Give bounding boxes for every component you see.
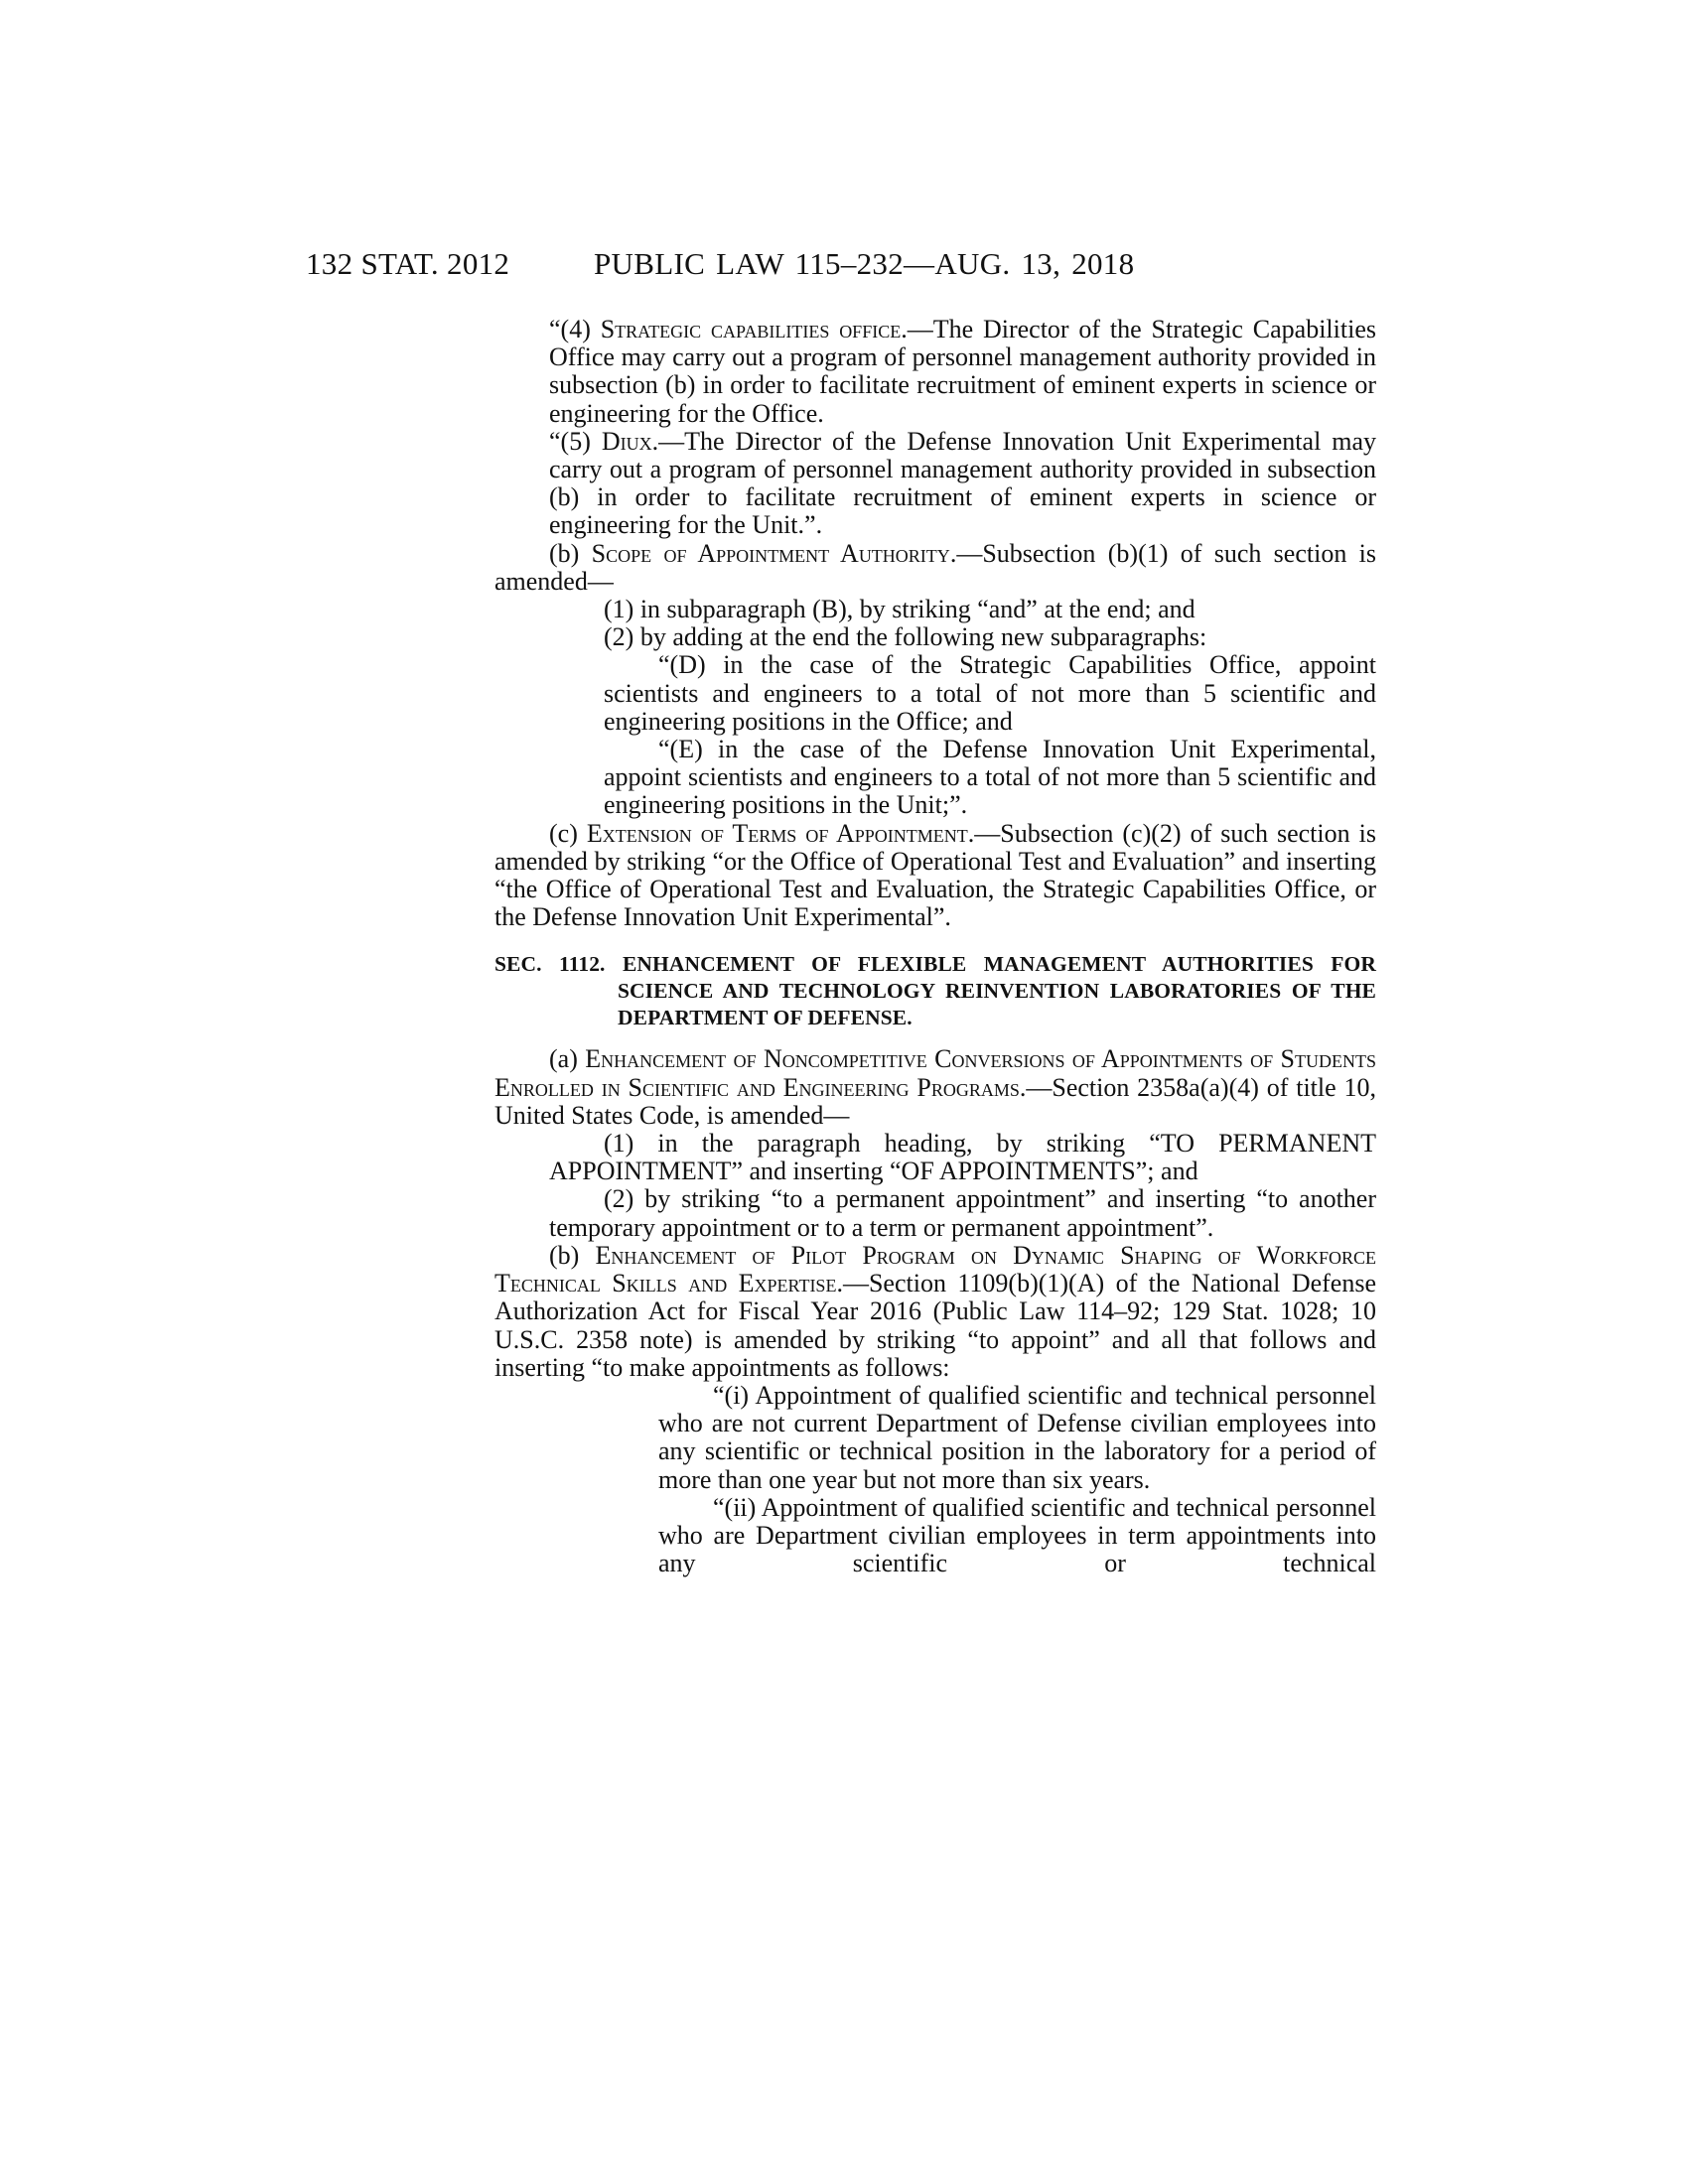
subsection-c-text: .—Subsection (c)(2) of such section is amended by striking “or the Office of Operational Test and Evaluation” and inserting “the Office of Operational Test and Evaluation, the Strategic Capabilities Office, or the Defense Innovation Unit Experimental”. [494, 818, 1377, 932]
subsection-b-text: .—Subsection (b)(1) of such section is amended— [494, 538, 1377, 596]
paragraph-4-text: .—The Director of the Strategic Capabilities Office may carry out a program of personnel management authority provided in subsection (b) in order to facilitate recruitment of eminent experts in science or engineering for the Office. [549, 315, 1376, 428]
section-title: ENHANCEMENT OF FLEXIBLE MANAGEMENT AUTHORITIES FOR SCIENCE AND TECHNOLOGY REINVENTION LABORATORIES OF THE DEPARTMENT OF DEFENSE. [618, 952, 1376, 1030]
section-heading [494, 951, 1376, 1031]
sec1112-subsection-a-heading: Enhancement of Noncompetitive Conversions of Appointments of Students Enrolled in Scientific and Engineering Programs [494, 1044, 1377, 1102]
sec1112-subsection-b-text: .—Section 1109(b)(1)(A) of the National Defense Authorization Act for Fiscal Year 2016 (Public Law 114–92; 129 Stat. 1028; 10 U.S.C. 2358 note) is amended by striking “to appoint” and all that follows and inserting “to make appointments as follows: [494, 1269, 1377, 1382]
paragraph-5-heading: Diux [601, 426, 652, 456]
sec1112-subsection-b-heading: Enhancement of Pilot Program on Dynamic Shaping of Workforce Technical Skills and Expertise [494, 1240, 1376, 1298]
paragraph-5 [549, 428, 1376, 540]
section-number: SEC. 1112. [494, 952, 623, 977]
paragraph-marker: “(4) [549, 315, 601, 343]
clause-i: “(i) Appointment of qualified scientific and technical personnel who are not current Department of Defense civilian employees into any scientific or technical position in the laboratory for a period of more than one year but not more than six years. [658, 1380, 1376, 1494]
subsection-b [494, 540, 1376, 596]
subparagraph-E: “(E) in the case of the Defense Innovation Unit Experimental, appoint scientists and engineers to a total of not more than 5 scientific and engineering positions in the Unit;”. [604, 735, 1376, 820]
sec1112-subsection-a-text: .—Section 2358a(a)(4) of title 10, United States Code, is amended— [494, 1072, 1376, 1130]
subsection-c [494, 820, 1376, 932]
subsection-marker: (b) [549, 1240, 596, 1270]
subsection-b-item-2: (2) by adding at the end the following new subparagraphs: [604, 622, 1207, 652]
subsection-c-heading: Extension of Terms of Appointment [586, 818, 968, 848]
statute-page-number: 132 STAT. 2012 [306, 246, 510, 281]
sec1112-subsection-a [494, 1045, 1376, 1130]
subsection-b-item-1: (1) in subparagraph (B), by striking “and” at the end; and [604, 595, 1196, 624]
sec1112-subsection-b [494, 1242, 1376, 1382]
subsection-marker: (c) [549, 818, 587, 848]
sec1112-a-item-2: (2) by striking “to a permanent appointment” and inserting “to another temporary appointment or to a term or permanent appointment”. [549, 1184, 1376, 1242]
document-body [494, 316, 1376, 1577]
public-law-title: PUBLIC LAW 115–232—AUG. 13, 2018 [594, 246, 1135, 281]
paragraph-4 [549, 316, 1376, 428]
subsection-b-heading: Scope of Appointment Authority [591, 538, 950, 568]
page-header [306, 246, 1376, 290]
sec1112-a-item-1: (1) in the paragraph heading, by striking “TO PERMANENT APPOINTMENT” and inserting “OF APPOINTMENTS”; and [549, 1129, 1376, 1186]
clause-ii: “(ii) Appointment of qualified scientific and technical personnel who are Department civilian employees in term appointments into any scientific or technical [658, 1492, 1376, 1578]
subsection-marker: (b) [549, 538, 592, 568]
paragraph-4-heading: Strategic capabilities office [600, 315, 902, 343]
subsection-marker: (a) [549, 1044, 586, 1074]
paragraph-5-text: .—The Director of the Defense Innovation Unit Experimental may carry out a program of personnel management authority provided in subsection (b) in order to facilitate recruitment of eminent experts in science or engineering for the Unit.”. [549, 426, 1377, 540]
paragraph-marker: “(5) [549, 426, 602, 456]
subparagraph-D: “(D) in the case of the Strategic Capabilities Office, appoint scientists and engineers to a total of not more than 5 scientific and engineering positions in the Office; and [604, 650, 1376, 736]
